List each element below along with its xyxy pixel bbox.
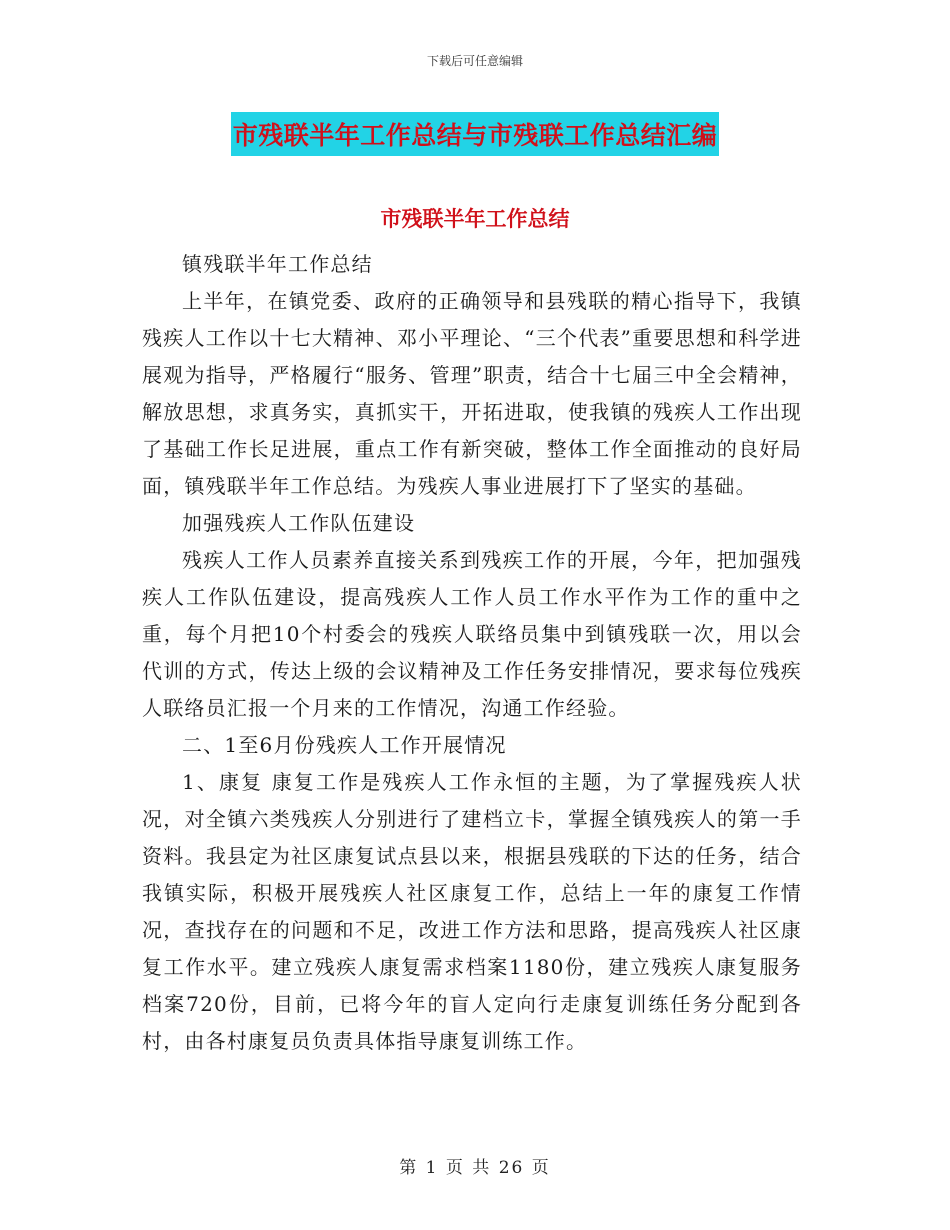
paragraph: 上半年，在镇党委、政府的正确领导和县残联的精心指导下，我镇残疾人工作以十七大精神、邓小平理论、“三个代表”重要思想和科学进展观为指导，严格履行“服务、管理”职责，结合十七届三中全会精神，解放思想，求真务实，真抓实干，开拓进取，使我镇的残疾人工作出现了基础工作长足进展，重点工作有新突破，整体工作全面推动的良好局面，镇残联半年工作总结。为残疾人事业进展打下了坚实的基础。 — [142, 289, 802, 498]
paragraph-heading: 镇残联半年工作总结 — [182, 252, 373, 276]
paragraph-heading: 二、1至6月份残疾人工作开展情况 — [182, 733, 507, 757]
document-body — [142, 246, 802, 1060]
sub-title: 市残联半年工作总结 — [380, 207, 570, 231]
paragraph: 残疾人工作人员素养直接关系到残疾工作的开展，今年，把加强残疾人工作队伍建设，提高残疾人工作人员工作水平作为工作的重中之重，每个月把10个村委会的残疾人联络员集中到镇残联一次，用以会代训的方式，传达上级的会议精神及工作任务安排情况，要求每位残疾人联络员汇报一个月来的工作情况，沟通工作经验。 — [142, 548, 802, 720]
paragraph: 1、康复 康复工作是残疾人工作永恒的主题，为了掌握残疾人状况，对全镇六类残疾人分别进行了建档立卡，掌握全镇残疾人的第一手资料。我县定为社区康复试点县以来，根据县残联的下达的任务，结合我镇实际，积极开展残疾人社区康复工作，总结上一年的康复工作情况，查找存在的问题和不足，改进工作方法和思路，提高残疾人社区康复工作水平。建立残疾人康复需求档案1180份，建立残疾人康复服务档案720份，目前，已将今年的盲人定向行走康复训练任务分配到各村，由各村康复员负责具体指导康复训练工作。 — [142, 770, 802, 1053]
main-title: 市残联半年工作总结与市残联工作总结汇编 — [231, 112, 720, 156]
paragraph-heading: 加强残疾人工作队伍建设 — [182, 511, 416, 535]
header-note: 下载后可任意编辑 — [426, 54, 523, 68]
main-title-wrap — [0, 112, 950, 156]
page-footer: 第 1 页 共 26 页 — [399, 1158, 551, 1178]
